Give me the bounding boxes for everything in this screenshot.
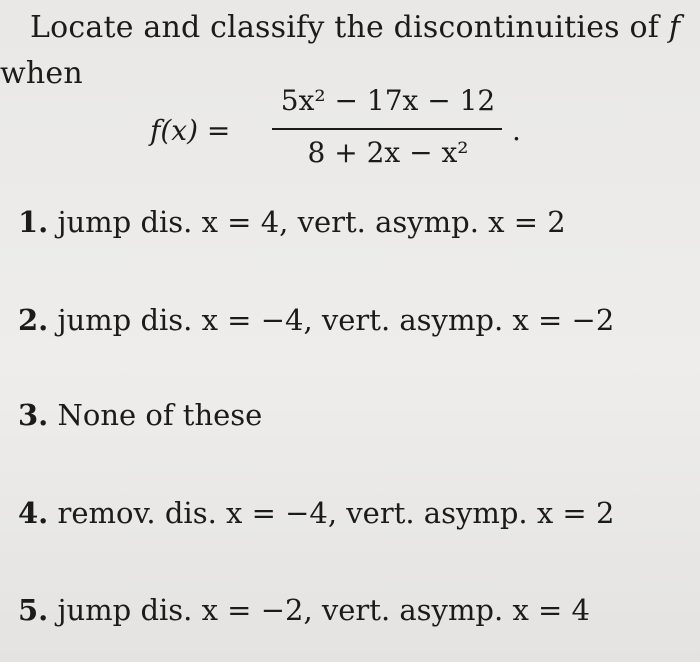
function-name: f <box>668 10 681 45</box>
option-text: remov. dis. x = −4, vert. asymp. x = 2 <box>57 496 615 530</box>
question-text-line1 <box>30 10 680 45</box>
formula-denominator: 8 + 2x − x² <box>307 136 469 169</box>
question-text-line2: when <box>0 56 83 91</box>
option-number: 5. <box>18 593 49 627</box>
option-number: 3. <box>18 398 49 432</box>
function-formula <box>150 84 530 194</box>
fraction-bar <box>272 128 502 130</box>
question-text: Locate and classify the discontinuities of <box>30 10 660 45</box>
formula-lhs: f(x) = <box>150 114 231 147</box>
answer-option-5[interactable] <box>18 593 590 627</box>
option-text: None of these <box>57 398 263 432</box>
option-number: 4. <box>18 496 49 530</box>
option-number: 2. <box>18 303 49 337</box>
option-text: jump dis. x = −2, vert. asymp. x = 4 <box>57 593 590 627</box>
option-text: jump dis. x = −4, vert. asymp. x = −2 <box>57 303 615 337</box>
option-text: jump dis. x = 4, vert. asymp. x = 2 <box>57 205 566 239</box>
option-number: 1. <box>18 205 49 239</box>
formula-numerator: 5x² − 17x − 12 <box>280 84 496 117</box>
answer-option-4[interactable] <box>18 496 614 530</box>
answer-option-1[interactable] <box>18 205 566 239</box>
formula-period: . <box>512 114 521 147</box>
answer-option-2[interactable] <box>18 303 614 337</box>
answer-option-3[interactable] <box>18 398 262 432</box>
